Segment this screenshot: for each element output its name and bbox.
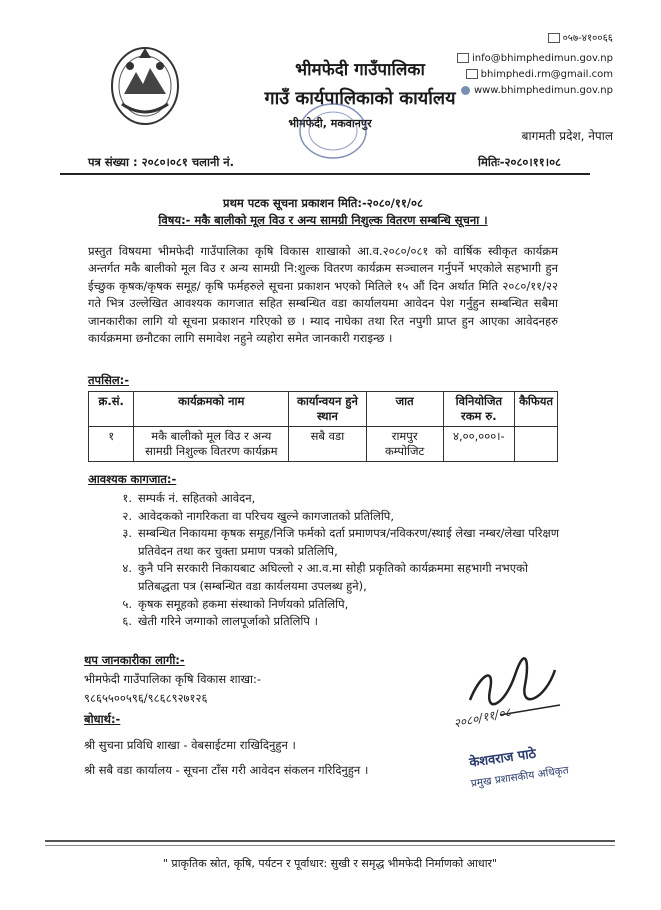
notice-title: प्रथम पटक सूचना प्रकाशन मिति:-२०८०/११/०८: [223, 196, 423, 210]
list-item: १. सम्पर्क नं. सहितको आवेदन,: [122, 491, 256, 505]
list-item: ५. कृषक समूहको हकमा संस्थाको निर्णयको प्रतिलिपि,: [122, 596, 349, 611]
org-location: भीमफेदी, मकवानपुर: [288, 117, 372, 130]
signature-date: २०८०/११/०८: [452, 704, 513, 731]
more-info-heading: थप जानकारीका लागी:-: [84, 653, 185, 667]
signatory-name: केशवराज पाठे: [468, 746, 538, 771]
more-info-phones: ९८६५५००५९६/९८६८९२७१२६: [84, 691, 208, 705]
table-header-row: [89, 392, 558, 427]
cc-heading: बोधार्थ:-: [84, 712, 121, 726]
table-header-cell: कार्यान्वयन हुने स्थान: [289, 392, 367, 427]
documents-list: [108, 490, 568, 631]
table-header-cell: क्र.सं.: [89, 392, 134, 427]
province-text: बागमती प्रदेश, नेपाल: [521, 129, 613, 143]
office-stamp-icon: [296, 100, 370, 162]
list-item: ३. सम्बन्धित निकायमा कृषक समूह/निजि फर्मको दर्ता प्रमाणपत्र/नविकरण/स्थाई लेखा नम्बर/लेखा परिक्षण प्रतिवेदन तथा कर चुक्ता प्रमाण पत्रको प्रतिलिपि,: [122, 526, 560, 558]
footer-divider-thin: [45, 845, 615, 846]
table-header-cell: जात: [366, 392, 443, 427]
header-divider: [60, 173, 590, 175]
table-header-cell: कार्यक्रमको नाम: [134, 392, 289, 427]
contact-email-2: bhimphedi.rm@gmail.com: [466, 69, 613, 80]
globe-icon: [461, 86, 470, 95]
table-cell: ४,००,०००।-: [443, 427, 515, 462]
table-cell: [515, 427, 558, 462]
table-cell: रामपुर कम्पोजिट: [366, 427, 443, 462]
list-item: २. आवेदकको नागरिकता वा परिचय खुल्ने कागजातको प्रतिलिपि,: [122, 508, 394, 523]
contact-website: www.bhimphedimun.gov.np: [461, 85, 613, 96]
cc-line-2: श्री सबै वडा कार्यालय - सूचना टाँस गरी आवेदन संकलन गरिदिनुहुन ।: [84, 763, 369, 777]
table-cell: सबै वडा: [289, 427, 367, 462]
signatory-title: प्रमुख प्रशासकीय अधिकृत: [470, 764, 570, 790]
contact-email-1: info@bhimphedimun.gov.np: [457, 53, 613, 64]
table-cell: मकै बालीको मूल विउ र अन्य सामग्री निशुल्क वितरण कार्यक्रम: [134, 427, 289, 462]
notice-subject: विषय:- मकै बालीको मूल विउ र अन्य सामग्री निशुल्क वितरण सम्बन्धि सूचना ।: [158, 213, 488, 227]
table-cell: १: [89, 427, 134, 462]
more-info-office: भीमफेदी गाउँपालिका कृषि विकास शाखा:-: [84, 672, 261, 686]
letter-date: मितिः-२०८०।११।०८: [478, 155, 562, 169]
program-table: [88, 391, 558, 462]
letter-number: पत्र संख्या : २०८०।०८१ चलानी नं.: [88, 155, 235, 169]
list-item: ४. कुनै पनि सरकारी निकायबाट अघिल्लो २ आ.व.मा सोही प्रकृतिको कार्यक्रममा सहभागी नभएको प्रतिबद्धता पत्र (सम्बन्धित वडा कार्यलयमा उपलब्ध हुने),: [122, 561, 528, 593]
table-header-cell: विनियोजित रकम रु.: [443, 392, 515, 427]
contact-phone: ०५७-४१००६६: [548, 30, 613, 44]
documents-heading: आवश्यक कागजात:-: [88, 472, 177, 486]
footer-divider: [45, 840, 615, 842]
org-name-secondary: गाउँ कार्यपालिकाको कार्यालय: [264, 88, 456, 109]
details-heading: तपसिल:-: [88, 373, 130, 387]
cc-line-1: श्री सुचना प्रविधि शाखा - वेबसाईटमा राखिदिनुहुन ।: [84, 738, 296, 752]
nepal-emblem-icon: [110, 42, 180, 132]
table-header-cell: कैफियत: [515, 392, 558, 427]
list-item: ६. खेती गरिने जग्गाको लालपूर्जाको प्रतिलिपि ।: [122, 614, 318, 629]
org-name-primary: भीमफेदी गाउँपालिका: [295, 60, 425, 80]
email-icon: [466, 69, 478, 79]
footer-slogan: " प्राकृतिक स्रोत, कृषि, पर्यटन र पूर्वाधार: सुखी र समृद्ध भीमफेदी निर्माणको आधार": [162, 857, 498, 870]
notice-body: प्रस्तुत विषयमा भीमफेदी गाउँपालिका कृषि विकास शाखाको आ.व.२०८०/०८१ को वार्षिक स्वीकृत कार्यक्रम अन्तर्गत मकै बालीको मूल विउ र अन्य सामग्री नि:शुल्क वितरण कार्यक्रम सञ्चालन गर्नुपर्ने भएकोले सहभागी हुन ईच्छुक कृषक/कृषक समूह/ कृषि फर्महरुले सूचना प्रकाशन भएको मितिले १५ औं दिन अर्थात मिति २०८०/११/२२ गते भित्र उल्लेखित आवश्यक कागजात सहित सम्बन्धित वडा कार्यालयमा आवेदन पेश गर्नुहुन सम्बन्धित सबैमा जानकारीका लागि यो सूचना प्रकाशन गरिएको छ । म्याद नाघेका तथा रित नपुगी प्राप्त हुन आएका आवेदनहरु कार्यक्रममा छनौटका लागि समावेश नहुने व्यहोरा समेत जानकारी गराइन्छ ।: [88, 244, 558, 346]
phone-icon: [548, 33, 560, 43]
table-row: [89, 427, 558, 462]
email-icon: [457, 53, 469, 63]
